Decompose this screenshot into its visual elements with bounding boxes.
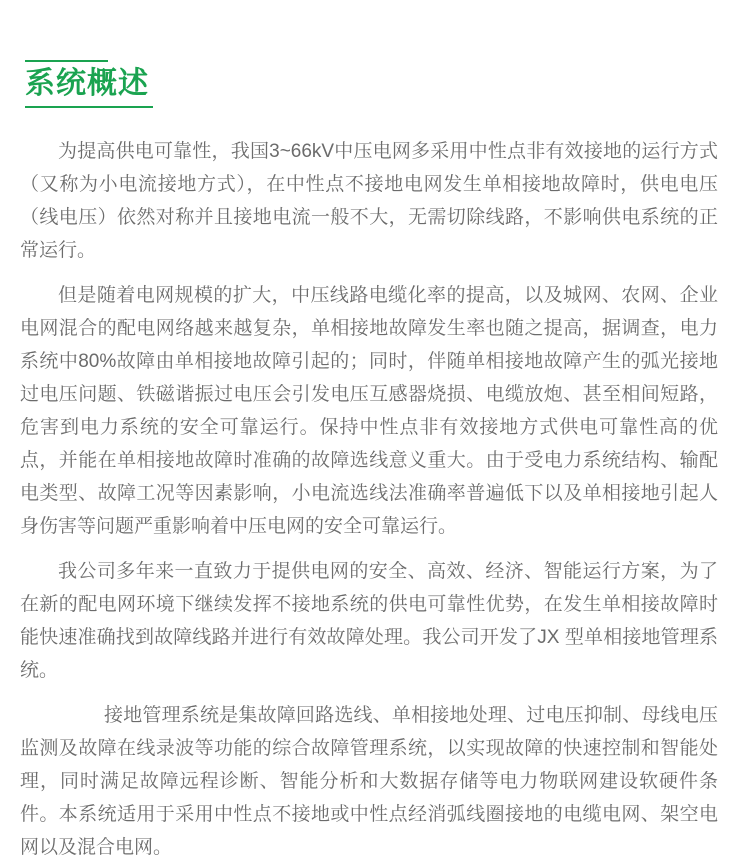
title-top-rule [25,60,108,62]
page-title: 系统概述 [25,67,149,100]
section-title-block [25,60,153,108]
title-bottom-rule [25,106,153,108]
paragraph-2: 但是随着电网规模的扩大，中压线路电缆化率的提高，以及城网、农网、企业电网混合的配电网络越来越复杂，单相接地故障发生率也随之提高，据调查，电力系统中80%故障由单相接地故障引起的；同时，伴随单相接地故障产生的弧光接地过电压问题、铁磁谐振过电压会引发电压互感器烧损、电缆放炮、甚至相间短路，危害到电力系统的安全可靠运行。保持中性点非有效接地方式供电可靠性高的优点，并能在单相接地故障时准确的故障选线意义重大。由于受电力系统结构、输配电类型、故障工况等因素影响，小电流选线法准确率普遍低下以及单相接地引起人身伤害等问题严重影响着中压电网的安全可靠运行。 [20,284,718,537]
paragraph-3: 我公司多年来一直致力于提供电网的安全、高效、经济、智能运行方案，为了在新的配电网环境下继续发挥不接地系统的供电可靠性优势，在发生单相接故障时能快速准确找到故障线路并进行有效故障处理。我公司开发了JX 型单相接地管理系统。 [20,560,718,681]
paragraph-4: 接地管理系统是集故障回路选线、单相接地处理、过电压抑制、母线电压监测及故障在线录波等功能的综合故障管理系统，以实现故障的快速控制和智能处理，同时满足故障远程诊断、智能分析和大数据存储等电力物联网建设软硬件条件。本系统适用于采用中性点不接地或中性点经消弧线圈接地的电缆电网、架空电网以及混合电网。 [20,704,718,858]
body-text [20,135,718,864]
paragraph-1: 为提高供电可靠性，我国3~66kV中压电网多采用中性点非有效接地的运行方式（又称为小电流接地方式），在中性点不接地电网发生单相接地故障时，供电电压（线电压）依然对称并且接地电流一般不大，无需切除线路，不影响供电系统的正常运行。 [20,140,718,261]
